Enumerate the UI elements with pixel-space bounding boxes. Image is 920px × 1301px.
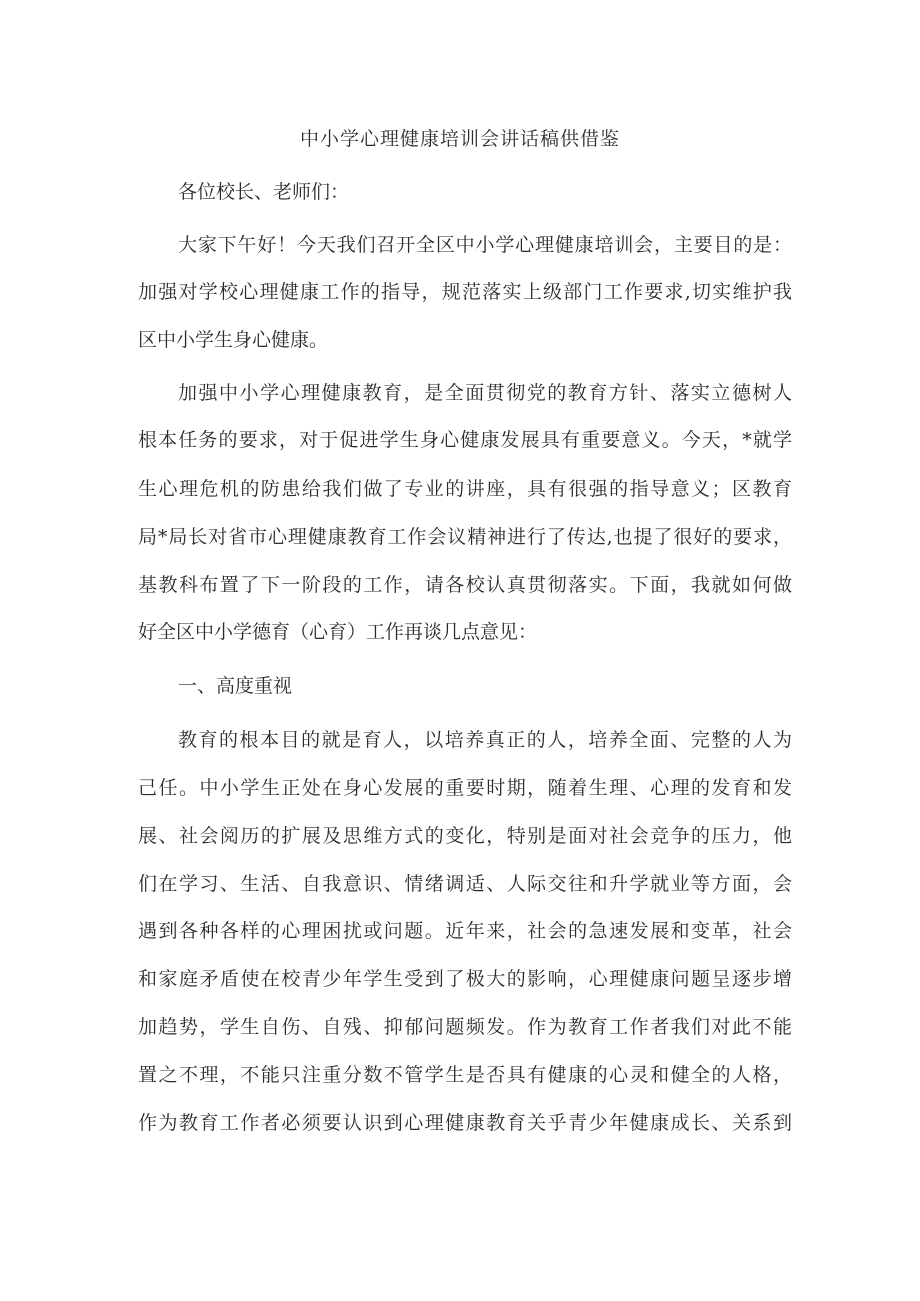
paragraph-line: 置之不理，不能只注重分数不管学生是否具有健康的心灵和健全的人格， bbox=[138, 1064, 792, 1086]
paragraph-line: 加强对学校心理健康工作的指导，规范落实上级部门工作要求,切实维护我 bbox=[138, 281, 792, 303]
paragraph-line: 作为教育工作者必须要认识到心理健康教育关乎青少年健康成长、关系到 bbox=[138, 1112, 792, 1134]
paragraph-line: 加趋势，学生自伤、自残、抑郁问题频发。作为教育工作者我们对此不能 bbox=[138, 1016, 792, 1038]
document-title: 中小学心理健康培训会讲话稿供借鉴 bbox=[299, 128, 620, 150]
paragraph-line: 生心理危机的防患给我们做了专业的讲座，具有很强的指导意义；区教育 bbox=[138, 478, 792, 500]
paragraph-line: 展、社会阅历的扩展及思维方式的变化，特别是面对社会竞争的压力，他 bbox=[138, 825, 792, 847]
paragraph-line: 加强中小学心理健康教育，是全面贯彻党的教育方针、落实立德树人 bbox=[178, 382, 792, 404]
paragraph-line: 大家下午好！今天我们召开全区中小学心理健康培训会，主要目的是： bbox=[178, 234, 792, 256]
paragraph-line: 基教科布置了下一阶段的工作，请各校认真贯彻落实。下面，我就如何做 bbox=[138, 574, 792, 596]
paragraph-line: 好全区中小学德育（心育）工作再谈几点意见： bbox=[138, 621, 538, 643]
paragraph-line: 们在学习、生活、自我意识、情绪调适、人际交往和升学就业等方面，会 bbox=[138, 873, 792, 895]
paragraph-line: 区中小学生身心健康。 bbox=[138, 329, 329, 351]
paragraph-line: 己任。中小学生正处在身心发展的重要时期，随着生理、心理的发育和发 bbox=[138, 777, 792, 799]
paragraph-line: 局*局长对省市心理健康教育工作会议精神进行了传达,也提了很好的要求， bbox=[138, 526, 792, 548]
paragraph-line: 和家庭矛盾使在校青少年学生受到了极大的影响，心理健康问题呈逐步增 bbox=[138, 968, 792, 990]
salutation: 各位校长、老师们： bbox=[178, 181, 350, 203]
paragraph-line: 遇到各种各样的心理困扰或问题。近年来，社会的急速发展和变革，社会 bbox=[138, 920, 792, 942]
paragraph-line: 教育的根本目的就是育人，以培养真正的人，培养全面、完整的人为 bbox=[178, 729, 792, 751]
paragraph-line: 根本任务的要求，对于促进学生身心健康发展具有重要意义。今天，*就学 bbox=[138, 429, 792, 451]
section-heading: 一、高度重视 bbox=[178, 675, 293, 697]
